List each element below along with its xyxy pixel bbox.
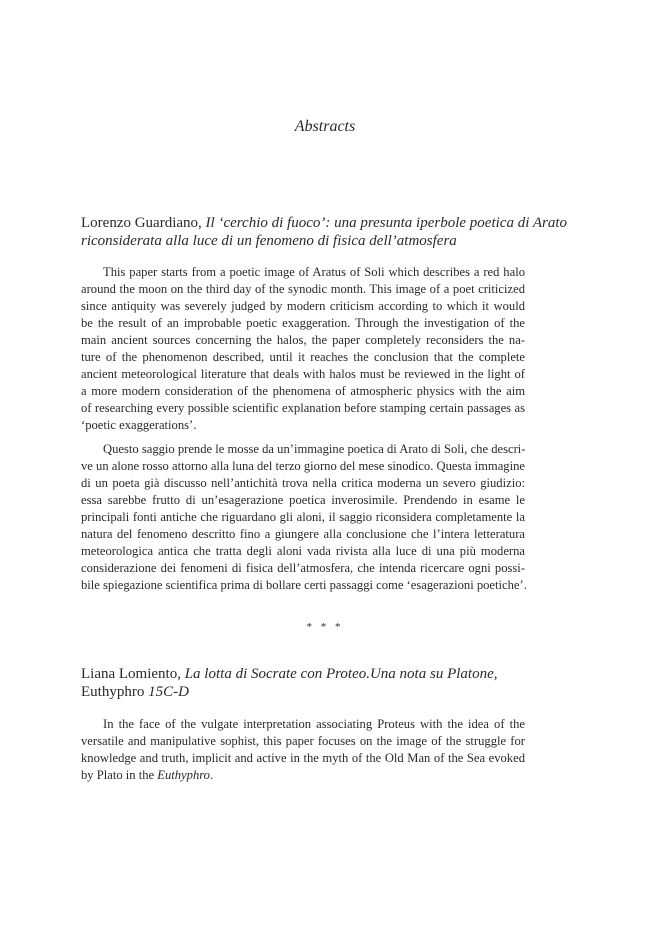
entry2-title-ref: 15C-D bbox=[148, 684, 189, 700]
entry2-title-line1: La lotta di Socrate con Proteo.Una nota su Platone, bbox=[184, 666, 498, 682]
entry2-title bbox=[81, 665, 581, 701]
text-line: bile spiegazione scientifica prima di bollare certi passaggi come ‘esagerazioni poetiche’. bbox=[81, 578, 527, 592]
text-line: essa sarebbe frutto di un’esagerazione poetica inverosimile. Prendendo in esame le bbox=[81, 493, 525, 507]
text-line: be the result of an improbable poetic exaggeration. Through the investigation of the bbox=[81, 316, 525, 330]
entry1-title-line2: riconsiderata alla luce di un fenomeno di fisica dell’atmosfera bbox=[81, 233, 457, 249]
text-fragment: by Plato in the bbox=[81, 768, 155, 782]
work-title: Euthyphro bbox=[157, 768, 210, 782]
text-line: meteorologica antica che tratta degli aloni vada rivista alla luce di una più moderna bbox=[81, 544, 525, 558]
text-line bbox=[81, 767, 525, 784]
section-separator: * * * bbox=[306, 621, 344, 633]
text-line: principali fonti antiche che riguardano gli aloni, il saggio riconsidera completamente la bbox=[81, 510, 525, 524]
entry2-abstract-en bbox=[81, 716, 525, 784]
text-line: versatile and manipulative sophist, this paper focuses on the image of the struggle for bbox=[81, 734, 525, 748]
entry1-title bbox=[81, 214, 581, 250]
entry1-author: Lorenzo Guardiano, bbox=[81, 215, 202, 231]
text-line: of researching every possible scientific explanation before stamping certain passages as bbox=[81, 401, 525, 415]
text-fragment: . bbox=[209, 768, 214, 782]
text-line: around the moon on the third day of the synodic month. This image of a poet criticized bbox=[81, 282, 525, 296]
text-line: ture of the phenomenon described, until it reaches the conclusion that the complete bbox=[81, 350, 525, 364]
text-line: ancient meteorological literature that deals with halos must be reviewed in the light of bbox=[81, 367, 525, 381]
text-line: a more modern consideration of the phenomena of atmospheric physics with the aim bbox=[81, 384, 525, 398]
entry2-author: Liana Lomiento, bbox=[81, 666, 181, 682]
text-line: knowledge and truth, implicit and active in the myth of the Old Man of the Sea evoked bbox=[81, 751, 525, 765]
text-line: ve un alone rosso attorno alla luna del terzo giorno del mese sinodico. Questa immagine bbox=[81, 459, 525, 473]
entry1-title-line1: Il ‘cerchio di fuoco’: una presunta iperbole poetica di Arato bbox=[205, 215, 568, 231]
text-line: ‘poetic exaggerations’. bbox=[81, 418, 197, 432]
text-line: This paper starts from a poetic image of Aratus of Soli which describes a red halo bbox=[103, 265, 525, 279]
text-line: di un poeta già discusso nell’antichità trova nella critica moderna un severo giudizio: bbox=[81, 476, 525, 490]
entry2-title-work: Euthyphro bbox=[81, 684, 145, 700]
page-heading: Abstracts bbox=[294, 118, 356, 135]
text-line: In the face of the vulgate interpretation associating Proteus with the idea of the bbox=[103, 717, 525, 731]
text-line: considerazione dei fenomeni di fisica dell’atmosfera, che intenda ricercare ogni possi- bbox=[81, 561, 525, 575]
entry1-abstract-it bbox=[81, 441, 525, 594]
text-line: main ancient sources concerning the halos, the paper completely reconsiders the na- bbox=[81, 333, 525, 347]
text-line: since antiquity was severely judged by modern criticism according to which it would bbox=[81, 299, 525, 313]
text-line: natura del fenomeno descritto fino a giungere alla conclusione che l’intera letteratura bbox=[81, 527, 525, 541]
entry1-abstract-en bbox=[81, 264, 525, 434]
text-line: Questo saggio prende le mosse da un’immagine poetica di Arato di Soli, che descri- bbox=[103, 442, 526, 456]
